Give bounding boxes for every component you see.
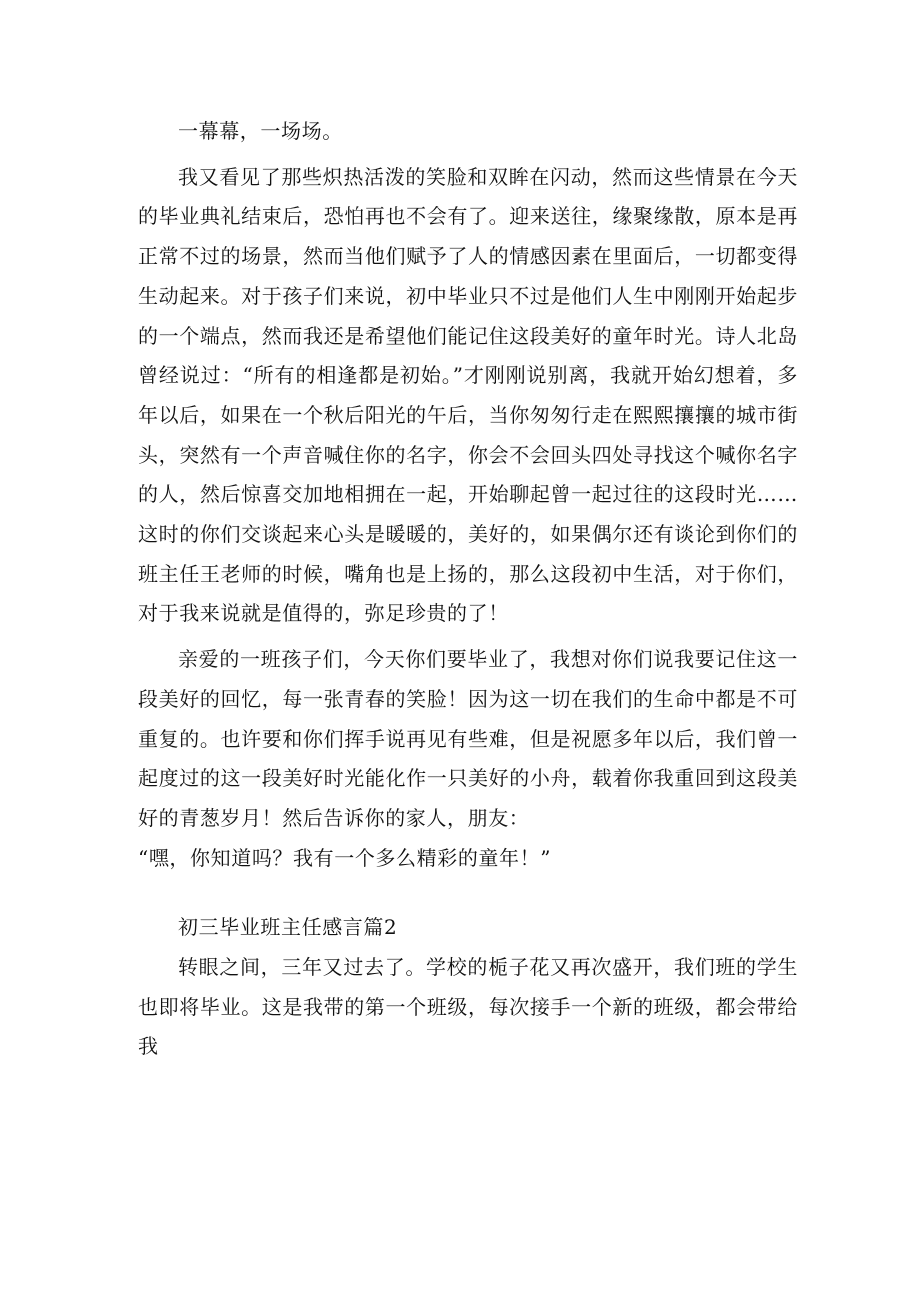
paragraph-3: 亲爱的一班孩子们，今天你们要毕业了，我想对你们说我要记住这一段美好的回忆，每一张青春的笑脸！因为这一切在我们的生命中都是不可重复的。也许要和你们挥手说再见有些难，但是祝愿多年以后，我们曾一起度过的这一段美好时光能化作一只美好的小舟，载着你我重回到这段美好的青葱岁月！然后告诉你的家人，朋友： xyxy=(138,647,798,830)
paragraph-2: 我又看见了那些炽热活泼的笑脸和双眸在闪动，然而这些情景在今天的毕业典礼结束后，恐怕再也不会有了。迎来送往，缘聚缘散，原本是再正常不过的场景，然而当他们赋予了人的情感因素在里面后，一切都变得生动起来。对于孩子们来说，初中毕业只不过是他们人生中刚刚开始起步的一个端点，然而我还是希望他们能记住这段美好的童年时光。诗人北岛曾经说过：“所有的相逢都是初始。”才刚刚说别离，我就开始幻想着，多年以后，如果在一个秋后阳光的午后，当你匆匆行走在熙熙攘攘的城市街头，突然有一个声音喊住你的名字，你会不会回头四处寻找这个喊你名字的人，然后惊喜交加地相拥在一起，开始聊起曾一起过往的这段时光……这时的你们交谈起来心头是暖暖的，美好的，如果偶尔还有谈论到你们的班主任王老师的时候，嘴角也是上扬的，那么这段初中生活，对于你们，对于我来说就是值得的，弥足珍贵的了！ xyxy=(138,164,798,626)
paragraph-quote: “嘿，你知道吗？我有一个多么精彩的童年！” xyxy=(138,845,552,870)
section-heading: 初三毕业班主任感言篇2 xyxy=(178,915,398,940)
section-paragraph-1: 转眼之间，三年又过去了。学校的栀子花又再次盛开，我们班的学生也即将毕业。这是我带的第一个班级，每次接手一个新的班级，都会带给我 xyxy=(138,955,798,1059)
document-body xyxy=(138,112,798,1067)
paragraph-1: 一幕幕，一场场。 xyxy=(178,119,343,143)
